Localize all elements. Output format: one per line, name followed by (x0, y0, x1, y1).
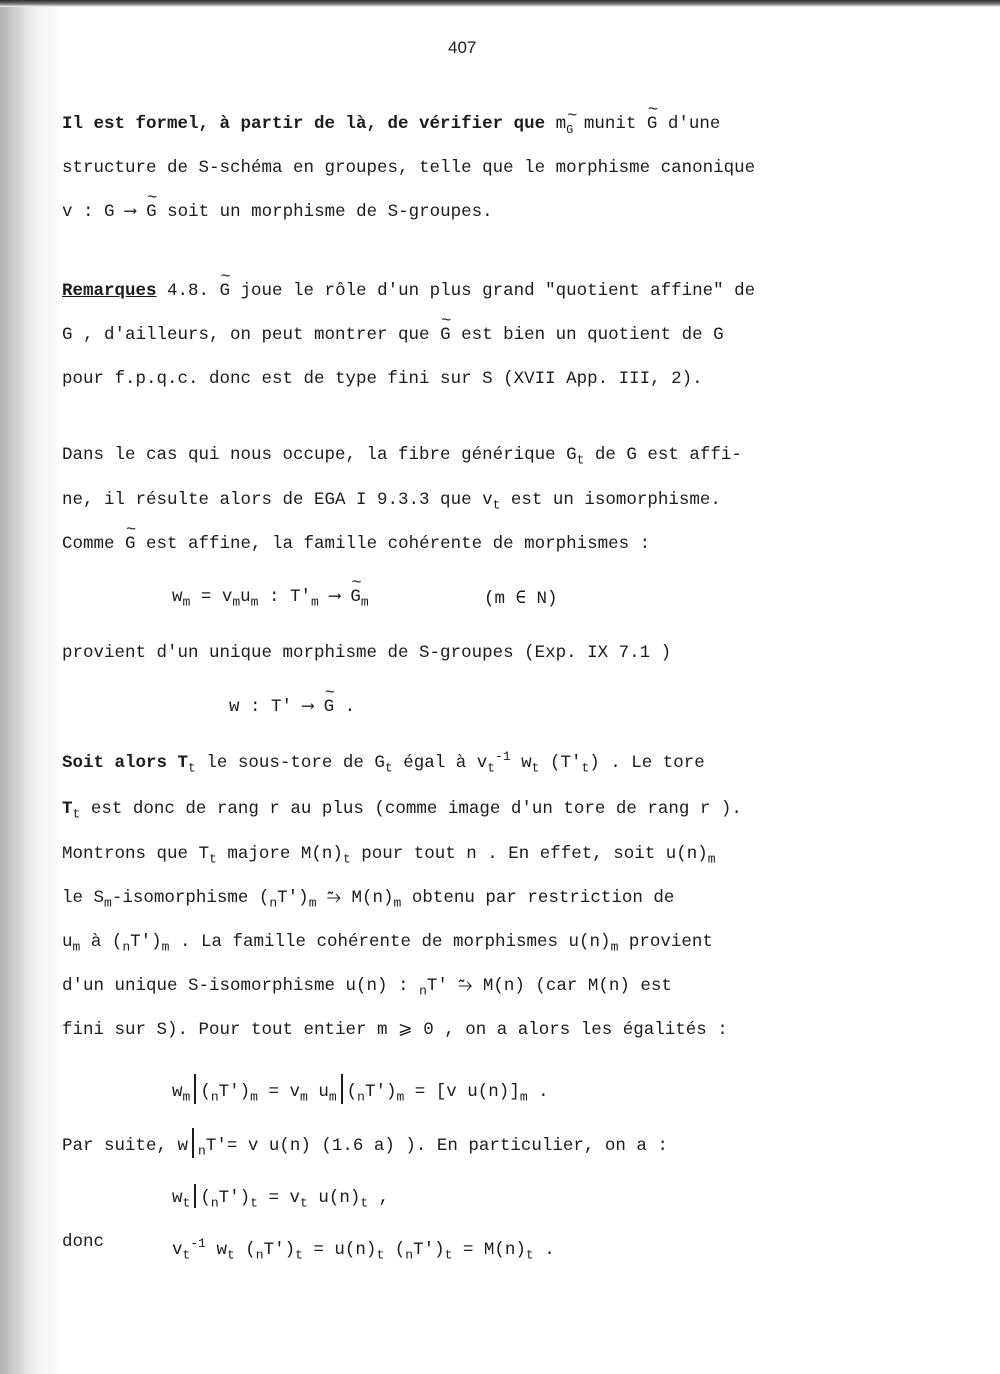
para3-line3: Comme ~ G est affine, la famille cohérente de morphismes : (62, 533, 650, 555)
remarques-line3: pour f.p.q.c. donc est de type fini sur S (XVII App. III, 2). (62, 369, 703, 389)
para5-line3: Montrons que $T_t$ majore $M(n)_t$ pour tout n . En effet, soit $u(n)_m$ (62, 844, 716, 867)
para5-line2: $T_t$ est donc de rang r au plus (comme image d'un tore de rang r ). (62, 799, 742, 822)
para5-line7: fini sur S). Pour tout entier m ⩾ 0 , on a alors les égalités : (62, 1020, 728, 1040)
para5-line4: le $S_m$-isomorphisme $(_nT')_m$ ⥲ $M(n)_m$ obtenu par restriction de (62, 888, 675, 911)
para4-line1: provient d'un unique morphisme de S-groupes (Exp. IX 7.1 ) (62, 643, 672, 663)
para3-line1: Dans le cas qui nous occupe, la fibre générique $G_t$ de G est affi- (62, 445, 742, 468)
para1-line3: v : G ⟶ ~ G soit un morphisme de S-groupes. (62, 201, 493, 223)
restriction-bar (341, 1074, 343, 1104)
donc-label: donc (62, 1232, 105, 1252)
equation-wm-condition: (m ∈ N) (484, 589, 558, 609)
equation-final: $v_t^{-1}$ $w_t$ $(_nT')_t = u(n)_t$ $(_nT')_t = M(n)_t$ . (172, 1236, 555, 1263)
equation-wm: $w_m = v_mu_m$ : $T'_m$ ⟶ ~ $G_m$ (172, 586, 369, 608)
equation-w: w : T' ⟶ ~ G . (229, 696, 355, 718)
equation-wt: $w_t$ $(_nT')_t = v_t$ $u(n)_t$ , (172, 1184, 389, 1209)
restriction-bar (194, 1074, 196, 1104)
remarques-line2: G , d'ailleurs, on peut montrer que ~ G est bien un quotient de G (62, 324, 724, 346)
para1-line2: structure de S-schéma en groupes, telle que le morphisme canonique (62, 158, 756, 178)
restriction-bar (194, 1184, 196, 1208)
para1-line1: Il est formel, à partir de là, de vérifier que $m_G$ munit ~ G d'une (62, 113, 720, 135)
remarques-line1: Remarques 4.8. ~ G joue le rôle d'un plus grand "quotient affine" de (62, 280, 755, 302)
para3-line2: ne, il résulte alors de EGA I 9.3.3 que $v_t$ est un isomorphisme. (62, 490, 721, 513)
page-number: 407 (448, 38, 477, 57)
para6-line1: Par suite, w $_n$T'= v u(n) (1.6 a) ). En particulier, on a : (62, 1128, 668, 1158)
restriction-bar (192, 1128, 194, 1158)
scan-shadow-left-dark (0, 0, 30, 1374)
para5-line6: d'un unique S-isomorphisme u(n) : $_n$T' ⥲ M(n) (car M(n) est (62, 976, 672, 999)
equation-restriction: $w_m$ $(_nT')_m = v_m$ $u_m$ $(_nT')_m = [v$ $u(n)]_m$ . (172, 1074, 549, 1104)
scan-edge-top (0, 0, 1000, 7)
para5-line5: $u_m$ à $(_nT')_m$ . La famille cohérente de morphismes $u(n)_m$ provient (62, 932, 713, 955)
para5-line1: Soit alors $T_t$ le sous-tore de $G_t$ égal à $v_t^{-1}$ $w_t$ $(T'_t)$ . Le tore (62, 749, 705, 776)
